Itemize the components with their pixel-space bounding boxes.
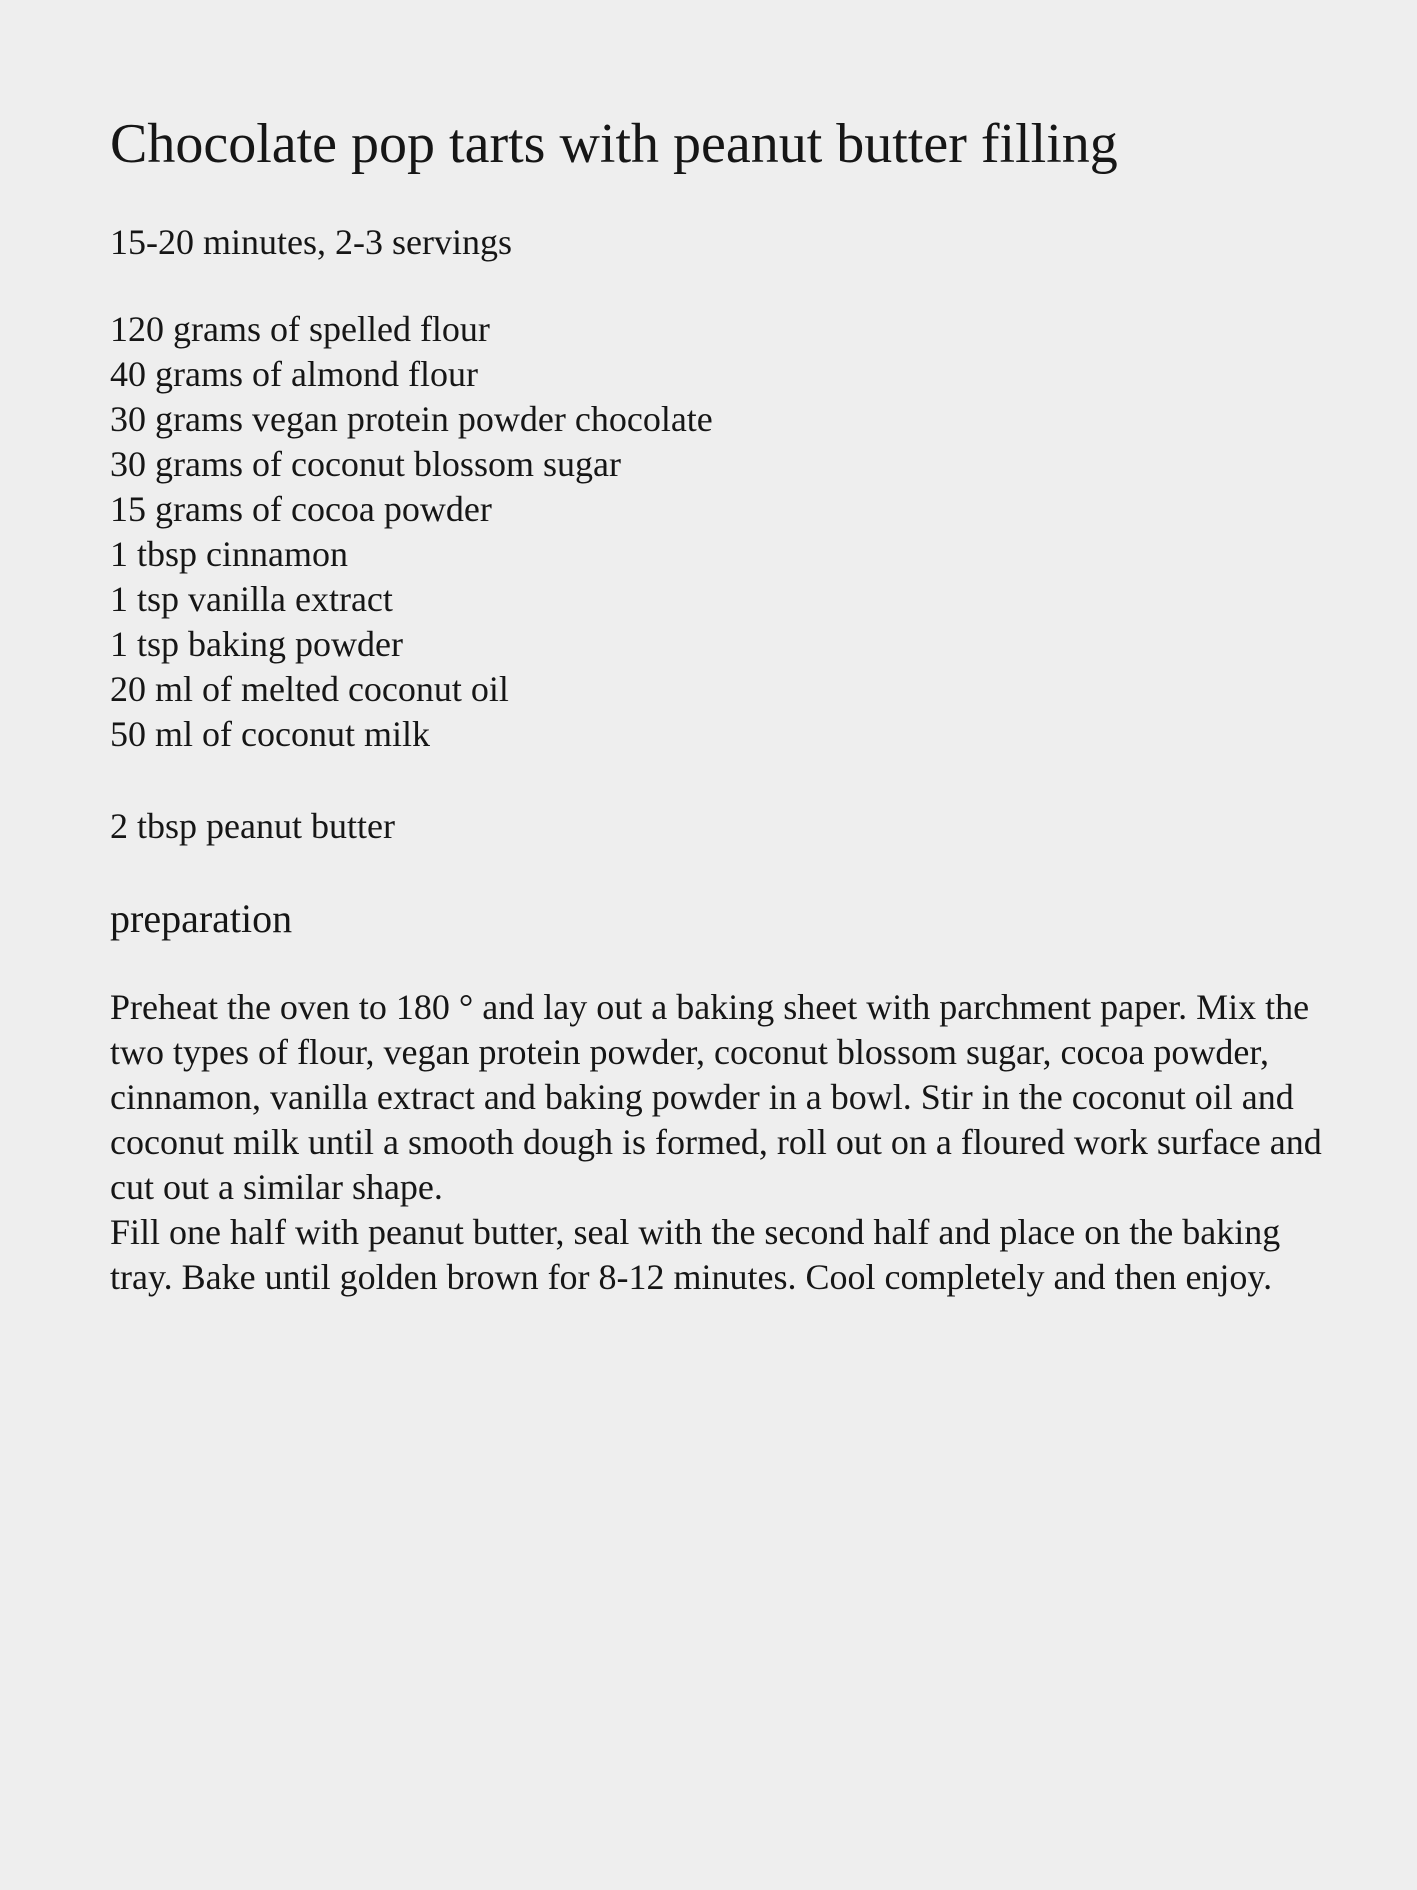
ingredient-item: 20 ml of melted coconut oil	[110, 669, 509, 709]
recipe-title: Chocolate pop tarts with peanut butter filling	[110, 113, 1118, 175]
ingredient-item: 15 grams of cocoa powder	[110, 489, 492, 529]
ingredient-item: 40 grams of almond flour	[110, 354, 478, 394]
ingredient-item: 120 grams of spelled flour	[110, 309, 490, 349]
filling-ingredient: 2 tbsp peanut butter	[110, 806, 395, 846]
preparation-paragraph: Preheat the oven to 180 ° and lay out a baking sheet with parchment paper. Mix the two types of flour, vegan protein powder, coconut blossom sugar, cocoa powder, cinnamon, vanilla extract and baking powder in a bowl. Stir in the coconut oil and coconut milk until a smooth dough is formed, roll out on a floured work surface and cut out a similar shape.	[110, 987, 1322, 1207]
ingredient-item: 30 grams vegan protein powder chocolate	[110, 399, 713, 439]
ingredient-item: 30 grams of coconut blossom sugar	[110, 444, 621, 484]
preparation-paragraph: Fill one half with peanut butter, seal with the second half and place on the baking tray. Bake until golden brown for 8-12 minutes. Cool completely and then enjoy.	[110, 1212, 1281, 1297]
preparation-text	[110, 985, 1350, 1300]
ingredient-item: 1 tsp vanilla extract	[110, 579, 393, 619]
ingredient-item: 50 ml of coconut milk	[110, 714, 430, 754]
ingredient-list	[110, 307, 713, 757]
preparation-heading: preparation	[110, 896, 293, 941]
ingredient-item: 1 tbsp cinnamon	[110, 534, 348, 574]
recipe-time-servings: 15-20 minutes, 2-3 servings	[110, 222, 512, 262]
ingredient-item: 1 tsp baking powder	[110, 624, 403, 664]
